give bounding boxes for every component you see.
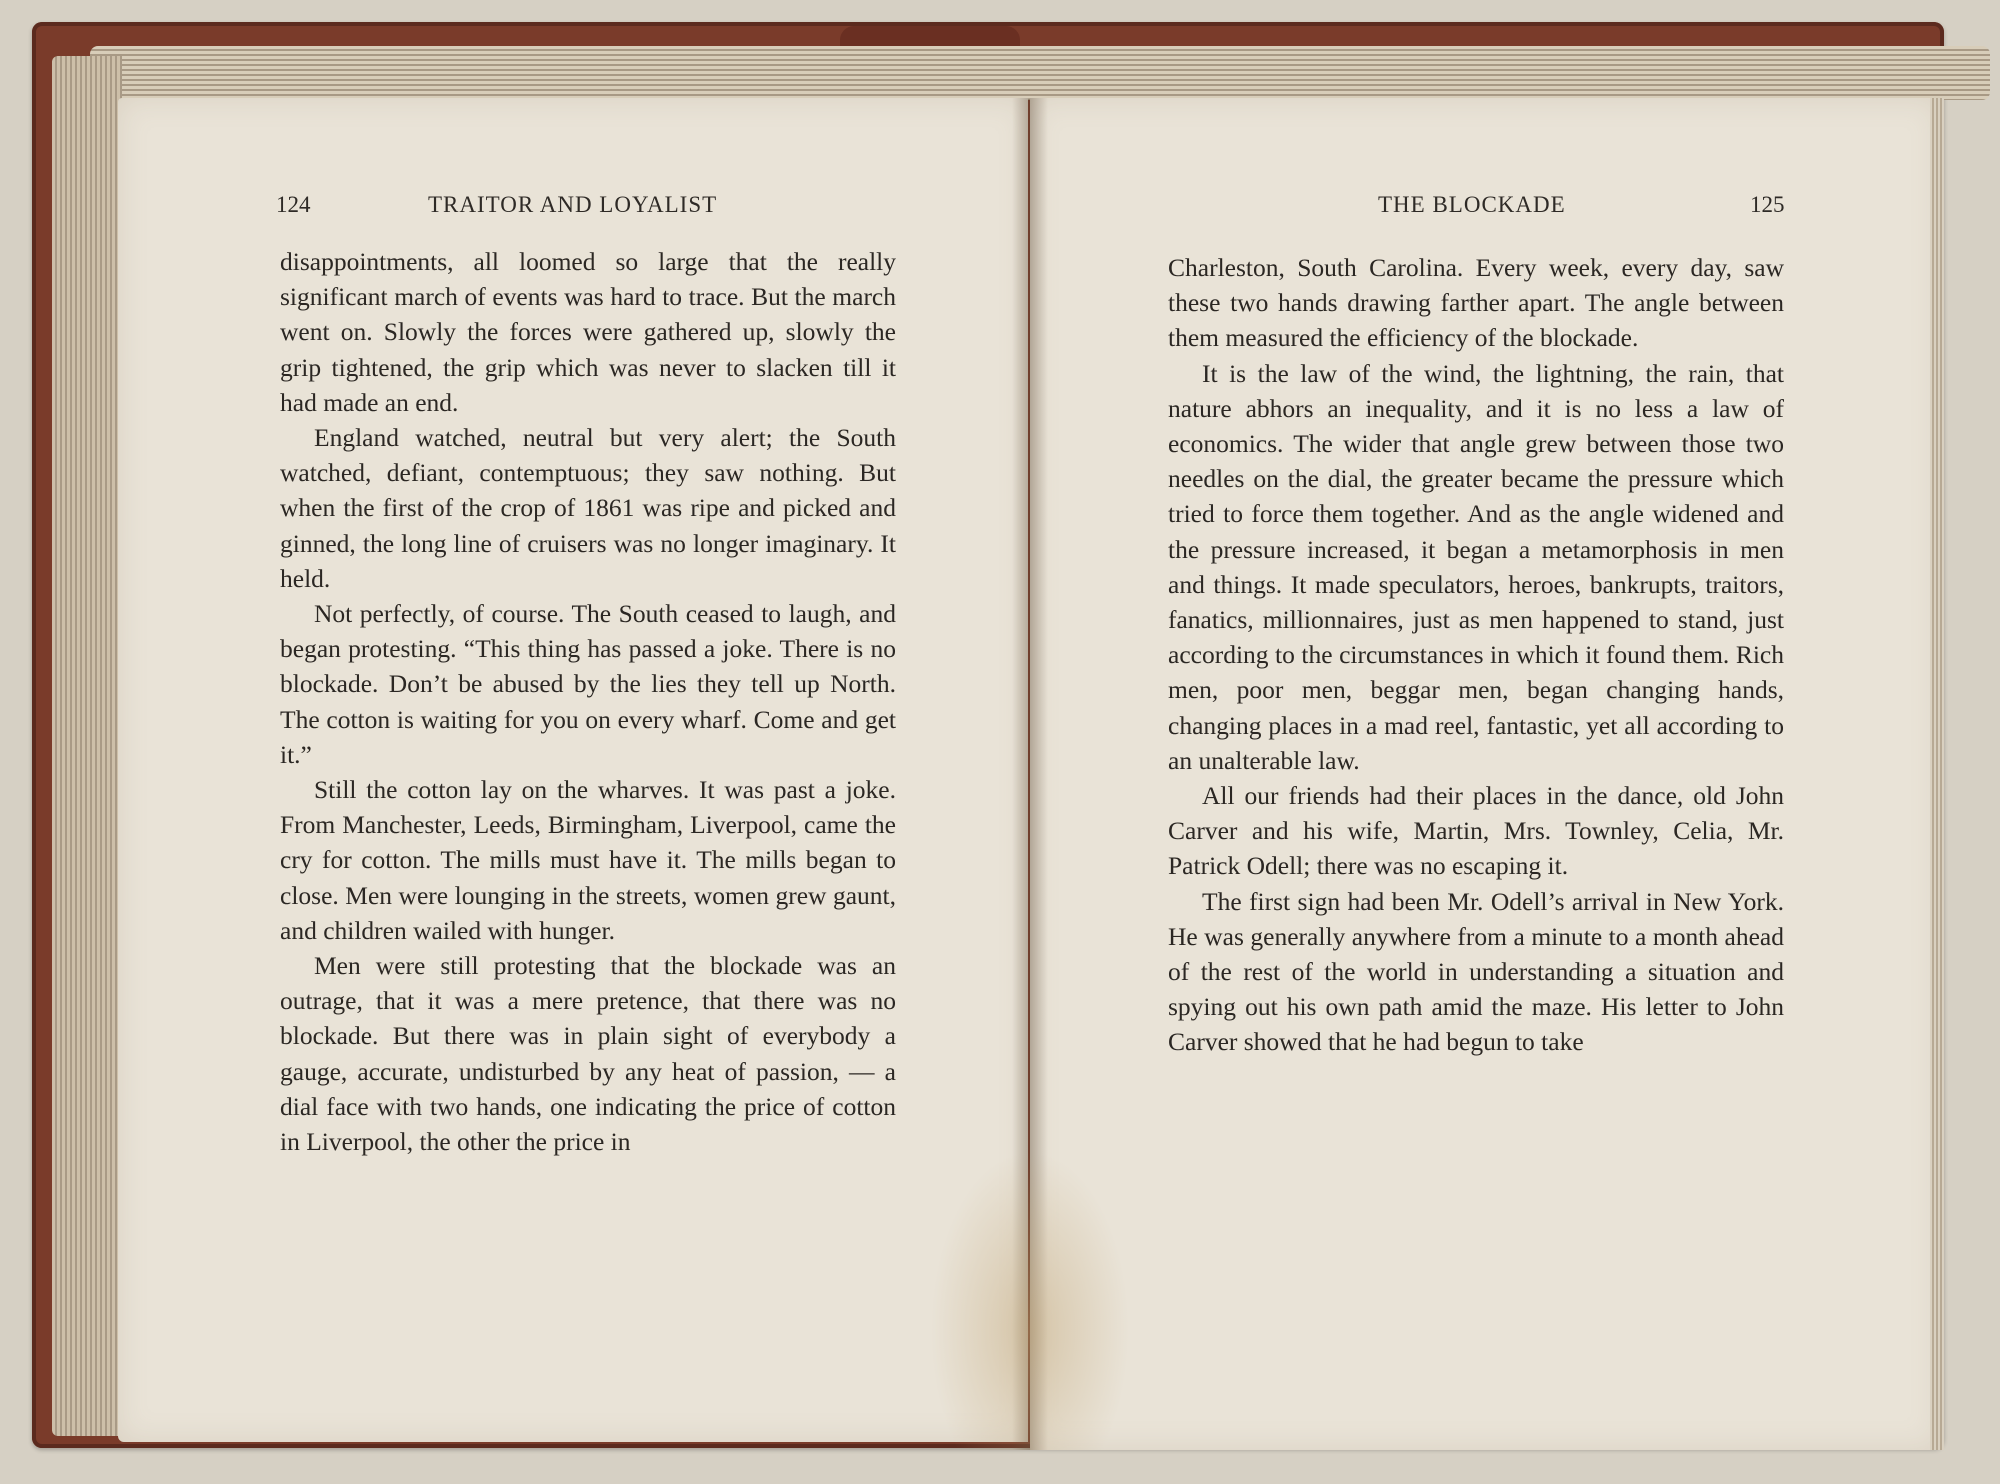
left-running-head: TRAITOR AND LOYALIST [428, 192, 718, 217]
left-page-body [280, 244, 896, 1159]
paragraph: England watched, neutral but very alert; the South watched, defiant, contemptuous; they saw nothing. But when the first of the crop of 1861 was ripe and picked and ginned, the long line of cruisers was no longer imaginary. It held. [280, 423, 896, 593]
paragraph: Still the cotton lay on the wharves. It was past a joke. From Manchester, Leeds, Birmingham, Liverpool, came the cry for cotton. The mills must have it. The mills began to close. Men were lounging in the streets, women grew gaunt, and children wailed with hunger. [280, 775, 896, 945]
right-running-head: THE BLOCKADE [1378, 192, 1566, 217]
paragraph: Not perfectly, of course. The South ceased to laugh, and began protesting. “This thing has passed a joke. There is no blockade. Don’t be abused by the lies they tell up North. The cotton is waiting for you on every wharf. Come and get it.” [280, 599, 896, 769]
left-page-number: 124 [276, 192, 311, 217]
paragraph: Charleston, South Carolina. Every week, every day, saw these two hands drawing farther apart. The angle between them measured the efficiency of the blockade. [1168, 253, 1784, 353]
page-edges-top [90, 46, 1990, 100]
right-page-body [1168, 250, 1784, 1060]
page-edges-right [1930, 98, 1944, 1450]
paragraph: The first sign had been Mr. Odell’s arrival in New York. He was generally anywhere from a minute to a month ahead of the rest of the world in understanding a situation and spying out his own path amid the maze. His letter to John Carver showed that he had begun to take [1168, 886, 1784, 1057]
right-page-number: 125 [1750, 192, 1785, 217]
page-edges-left [52, 56, 122, 1436]
paragraph: All our friends had their places in the dance, old John Carver and his wife, Martin, Mrs. Townley, Celia, Mr. Patrick Odell; there was no escaping it. [1168, 781, 1784, 881]
paragraph: disappointments, all loomed so large that the really significant march of events was hard to trace. But the march went on. Slowly the forces were gathered up, slowly the grip tightened, the grip which was never to slacken till it had made an end. [280, 247, 896, 417]
paragraph: Men were still protesting that the blockade was an outrage, that it was a mere pretence, that there was no blockade. But there was in plain sight of everybody a gauge, accurate, undisturbed by any heat of passion, — a dial face with two hands, one indicating the price of cotton in Liverpool, the other the price in [280, 951, 896, 1157]
paragraph: It is the law of the wind, the lightning, the rain, that nature abhors an inequality, and it is no less a law of economics. The wider that angle grew between those two needles on the dial, the greater became the pressure which tried to force them together. And as the angle widened and the pressure increased, it began a metamorphosis in men and things. It made speculators, heroes, bankrupts, traitors, fanatics, millionnaires, just as men happened to stand, just according to the circumstances in which it found them. Rich men, poor men, beggar men, began changing hands, changing places in a mad reel, fantastic, yet all according to an unalterable law. [1168, 358, 1784, 775]
water-stain [930, 1150, 1130, 1450]
